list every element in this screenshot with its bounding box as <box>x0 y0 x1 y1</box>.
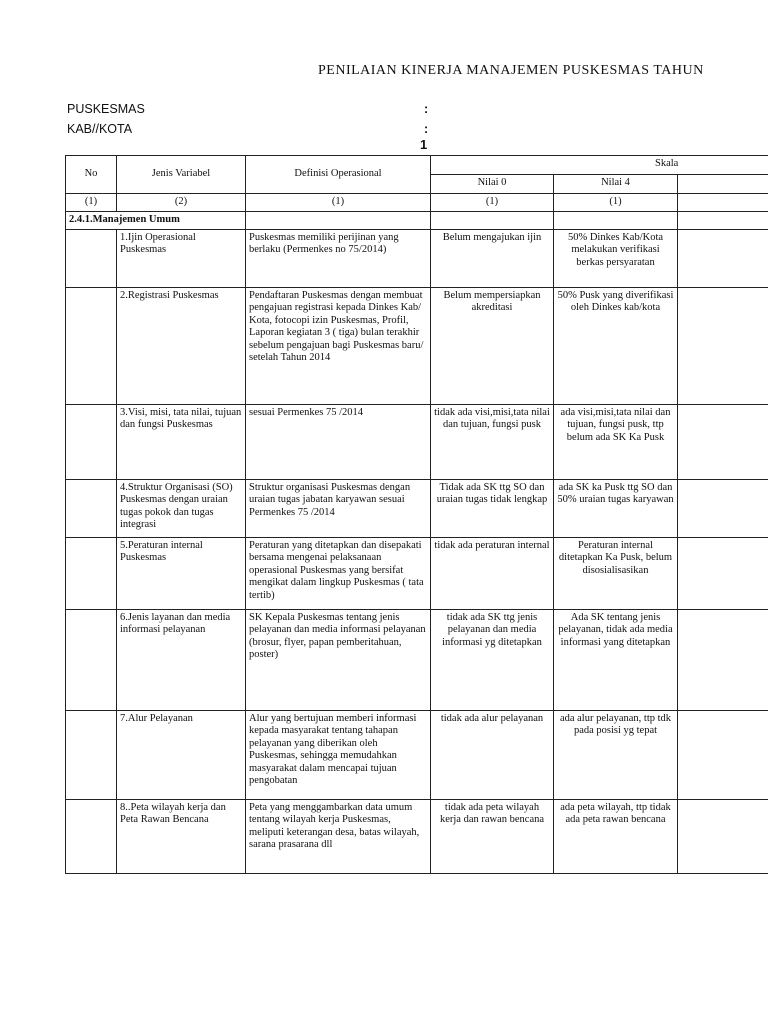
col-header-nilai4: Nilai 4 <box>554 175 678 194</box>
col-header-definisi: Definisi Operasional <box>246 156 431 194</box>
row-jenis: 6.Jenis layanan dan media informasi pelayanan <box>117 610 246 711</box>
row-no <box>66 800 117 874</box>
col-header-nilai0: Nilai 0 <box>431 175 554 194</box>
section-cell <box>431 212 554 230</box>
col-header-jenis: Jenis Variabel <box>117 156 246 194</box>
table-row <box>66 480 768 538</box>
row-no <box>66 538 117 610</box>
assessment-table <box>65 155 768 874</box>
numbering-row <box>66 194 768 212</box>
row-nilai4: 50% Pusk yang diverifikasi oleh Dinkes kab/kota <box>554 288 678 405</box>
row-nilai0: tidak ada alur pelayanan <box>431 711 554 800</box>
section-cell <box>246 212 431 230</box>
numbering-cell: (2) <box>117 194 246 212</box>
row-no <box>66 405 117 480</box>
row-no <box>66 711 117 800</box>
row-no <box>66 288 117 405</box>
table-row <box>66 288 768 405</box>
row-no <box>66 480 117 538</box>
numbering-cell: (1) <box>66 194 117 212</box>
row-jenis: 2.Registrasi Puskesmas <box>117 288 246 405</box>
puskesmas-colon: : <box>424 102 429 116</box>
row-jenis: 7.Alur Pelayanan <box>117 711 246 800</box>
section-cell <box>554 212 678 230</box>
col-header-no: No <box>66 156 117 194</box>
section-cell <box>678 212 768 230</box>
row-definisi: Pendaftaran Puskesmas dengan membuat pengajuan registrasi kepada Dinkes Kab/ Kota, fotocopi izin Puskesmas, Profil, Laporan kegiatan 3 ( tiga) bulan terakhir sebelum pengajuan bagi Puskesmas baru/ setelah Tahun 2014 <box>246 288 431 405</box>
row-nilai0: tidak ada visi,misi,tata nilai dan tujuan, fungsi pusk <box>431 405 554 480</box>
table-row <box>66 800 768 874</box>
row-next <box>678 288 768 405</box>
row-nilai4: ada visi,misi,tata nilai dan tujuan, fungsi pusk, ttp belum ada SK Ka Pusk <box>554 405 678 480</box>
row-nilai0: tidak ada peraturan internal <box>431 538 554 610</box>
col-header-next <box>678 175 768 194</box>
row-nilai0: tidak ada peta wilayah kerja dan rawan bencana <box>431 800 554 874</box>
kabkota-colon: : <box>424 122 429 136</box>
row-definisi: Peraturan yang ditetapkan dan disepakati bersama mengenai pelaksanaan operasional Puskesmas yang bersifat mengikat dalam lingkup Puskesmas ( tata tertib) <box>246 538 431 610</box>
row-definisi: Peta yang menggambarkan data umum tentang wilayah kerja Puskesmas, meliputi keterangan desa, batas wilayah, sarana prasarana dll <box>246 800 431 874</box>
row-definisi: SK Kepala Puskesmas tentang jenis pelayanan dan media informasi pelayanan (brosur, flyer, papan pemberitahuan, poster) <box>246 610 431 711</box>
row-next <box>678 538 768 610</box>
numbering-cell <box>678 194 768 212</box>
row-nilai4: Peraturan internal ditetapkan Ka Pusk, belum disosialisasikan <box>554 538 678 610</box>
assessment-table-wrapper <box>65 155 768 875</box>
row-next <box>678 800 768 874</box>
table-row <box>66 711 768 800</box>
row-nilai4: ada SK ka Pusk ttg SO dan 50% uraian tugas karyawan <box>554 480 678 538</box>
table-row <box>66 610 768 711</box>
row-no <box>66 610 117 711</box>
row-jenis: 1.Ijin Operasional Puskesmas <box>117 230 246 288</box>
section-title: 2.4.1.Manajemen Umum <box>66 212 246 230</box>
col-header-skala: Skala <box>431 156 768 175</box>
row-definisi: Struktur organisasi Puskesmas dengan uraian tugas jabatan karyawan sesuai Permenkes 75 /2014 <box>246 480 431 538</box>
table-header-row-1 <box>66 156 768 175</box>
row-definisi: Puskesmas memiliki perijinan yang berlaku (Permenkes no 75/2014) <box>246 230 431 288</box>
row-jenis: 3.Visi, misi, tata nilai, tujuan dan fungsi Puskesmas <box>117 405 246 480</box>
row-nilai4: ada alur pelayanan, ttp tdk pada posisi yg tepat <box>554 711 678 800</box>
kabkota-label: KAB//KOTA <box>67 122 133 136</box>
row-nilai4: 50% Dinkes Kab/Kota melakukan verifikasi berkas persyaratan <box>554 230 678 288</box>
table-row <box>66 230 768 288</box>
document-title: PENILAIAN KINERJA MANAJEMEN PUSKESMAS TAHUN <box>318 63 704 78</box>
row-nilai4: ada peta wilayah, ttp tidak ada peta rawan bencana <box>554 800 678 874</box>
numbering-cell: (1) <box>431 194 554 212</box>
row-nilai4: Ada SK tentang jenis pelayanan, tidak ada media informasi yang ditetapkan <box>554 610 678 711</box>
puskesmas-label: PUSKESMAS <box>67 102 145 116</box>
row-nilai0: Belum mengajukan ijin <box>431 230 554 288</box>
row-nilai0: tidak ada SK ttg jenis pelayanan dan media informasi yg ditetapkan <box>431 610 554 711</box>
row-definisi: Alur yang bertujuan memberi informasi kepada masyarakat tentang tahapan pelayanan yang diberikan oleh Puskesmas, sehingga memudahkan masyarakat dalam mencapai tujuan pengobatan <box>246 711 431 800</box>
row-nilai0: Belum mempersiapkan akreditasi <box>431 288 554 405</box>
row-next <box>678 711 768 800</box>
table-row <box>66 538 768 610</box>
row-nilai0: Tidak ada SK ttg SO dan uraian tugas tidak lengkap <box>431 480 554 538</box>
row-jenis: 8..Peta wilayah kerja dan Peta Rawan Bencana <box>117 800 246 874</box>
row-jenis: 5.Peraturan internal Puskesmas <box>117 538 246 610</box>
row-definisi: sesuai Permenkes 75 /2014 <box>246 405 431 480</box>
section-row <box>66 212 768 230</box>
row-next <box>678 610 768 711</box>
row-next <box>678 480 768 538</box>
table-row <box>66 405 768 480</box>
numbering-cell: (1) <box>554 194 678 212</box>
numbering-cell: (1) <box>246 194 431 212</box>
page-number: 1 <box>420 137 428 152</box>
row-jenis: 4.Struktur Organisasi (SO) Puskesmas dengan uraian tugas pokok dan tugas integrasi <box>117 480 246 538</box>
row-no <box>66 230 117 288</box>
row-next <box>678 405 768 480</box>
row-next <box>678 230 768 288</box>
